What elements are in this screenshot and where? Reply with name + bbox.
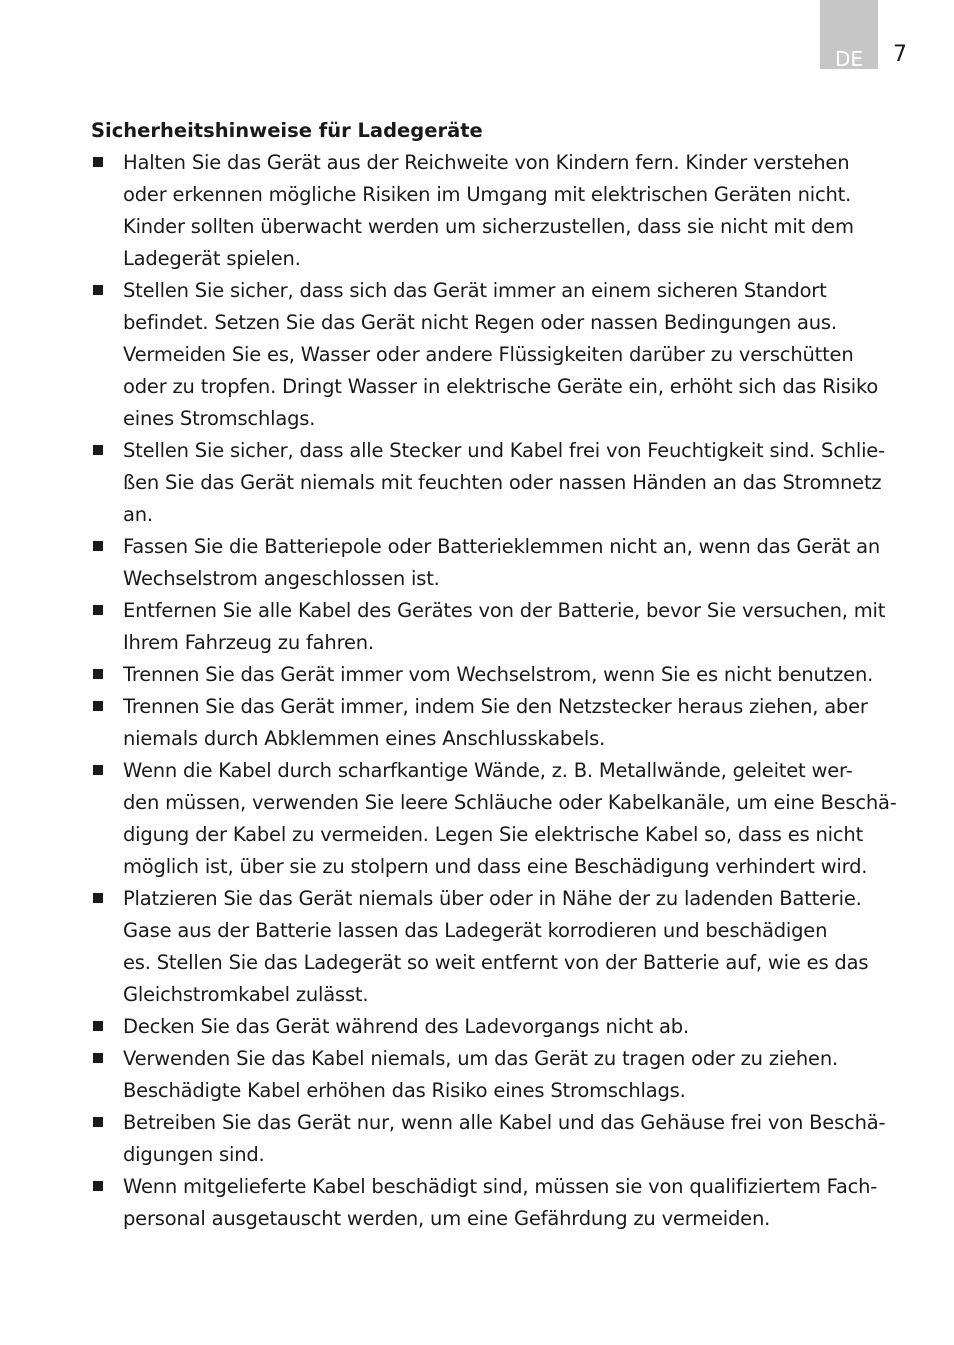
list-item-text-line: oder zu tropfen. Dringt Wasser in elektrische Geräte ein, erhöht sich das Risiko (123, 375, 879, 398)
list-item-text-line: digung der Kabel zu vermeiden. Legen Sie elektrische Kabel so, dass es nicht (123, 823, 864, 846)
bullet-square-icon (93, 1117, 103, 1127)
list-item (91, 1011, 911, 1043)
list-item-text-line: digungen sind. (123, 1143, 265, 1166)
list-item-text-line: Gleichstromkabel zulässt. (123, 983, 369, 1006)
list-item-text-line: an. (123, 503, 153, 526)
list-item-text-line: Entfernen Sie alle Kabel des Gerätes von der Batterie, bevor Sie versuchen, mit (123, 599, 886, 622)
language-tab (820, 0, 878, 69)
safety-instructions-list (91, 147, 911, 1235)
list-item (91, 659, 911, 691)
language-label: DE (834, 47, 864, 71)
list-item-text-line: Beschädigte Kabel erhöhen das Risiko eines Stromschlags. (123, 1079, 686, 1102)
list-item (91, 275, 911, 435)
bullet-square-icon (93, 1021, 103, 1031)
list-item-text-line: möglich ist, über sie zu stolpern und dass eine Beschädigung verhindert wird. (123, 855, 868, 878)
list-item-text-line: Kinder sollten überwacht werden um sicherzustellen, dass sie nicht mit dem (123, 215, 854, 238)
list-item-text-line: Betreiben Sie das Gerät nur, wenn alle Kabel und das Gehäuse frei von Beschä- (123, 1111, 886, 1134)
list-item-text-line: Vermeiden Sie es, Wasser oder andere Flüssigkeiten darüber zu verschütten (123, 343, 854, 366)
list-item (91, 435, 911, 531)
list-item-text-line: Stellen Sie sicher, dass sich das Gerät immer an einem sicheren Standort (123, 279, 827, 302)
list-item-text-line: Verwenden Sie das Kabel niemals, um das Gerät zu tragen oder zu ziehen. (123, 1047, 839, 1070)
list-item-text-line: Trennen Sie das Gerät immer vom Wechselstrom, wenn Sie es nicht benutzen. (123, 663, 874, 686)
bullet-square-icon (93, 701, 103, 711)
list-item (91, 883, 911, 1011)
list-item (91, 595, 911, 659)
list-item-text-line: befindet. Setzen Sie das Gerät nicht Regen oder nassen Bedingungen aus. (123, 311, 837, 334)
list-item-text-line: Fassen Sie die Batteriepole oder Batterieklemmen nicht an, wenn das Gerät an (123, 535, 881, 558)
bullet-square-icon (93, 1181, 103, 1191)
list-item-text-line: Ihrem Fahrzeug zu fahren. (123, 631, 374, 654)
list-item-text-line: oder erkennen mögliche Risiken im Umgang mit elektrischen Geräten nicht. (123, 183, 852, 206)
section-title: Sicherheitshinweise für Ladegeräte (91, 119, 483, 142)
bullet-square-icon (93, 765, 103, 775)
list-item (91, 1171, 911, 1235)
list-item (91, 1043, 911, 1107)
list-item-text-line: Trennen Sie das Gerät immer, indem Sie den Netzstecker heraus ziehen, aber (123, 695, 868, 718)
bullet-square-icon (93, 605, 103, 615)
list-item (91, 755, 911, 883)
list-item-text-line: Wenn die Kabel durch scharfkantige Wände, z. B. Metallwände, geleitet wer- (123, 759, 853, 782)
safety-section (91, 115, 911, 1235)
bullet-square-icon (93, 893, 103, 903)
list-item-text-line: Ladegerät spielen. (123, 247, 301, 270)
list-item (91, 531, 911, 595)
list-item-text-line: Decken Sie das Gerät während des Ladevorgangs nicht ab. (123, 1015, 689, 1038)
list-item-text-line: es. Stellen Sie das Ladegerät so weit entfernt von der Batterie auf, wie es das (123, 951, 869, 974)
bullet-square-icon (93, 541, 103, 551)
bullet-square-icon (93, 445, 103, 455)
bullet-square-icon (93, 1053, 103, 1063)
list-item-text-line: Stellen Sie sicher, dass alle Stecker und Kabel frei von Feuchtigkeit sind. Schlie- (123, 439, 885, 462)
bullet-square-icon (93, 157, 103, 167)
list-item-text-line: personal ausgetauscht werden, um eine Gefährdung zu vermeiden. (123, 1207, 771, 1230)
list-item (91, 147, 911, 275)
bullet-square-icon (93, 285, 103, 295)
list-item-text-line: Wenn mitgelieferte Kabel beschädigt sind, müssen sie von qualifiziertem Fach- (123, 1175, 878, 1198)
list-item-text-line: ßen Sie das Gerät niemals mit feuchten oder nassen Händen an das Stromnetz (123, 471, 882, 494)
list-item-text-line: den müssen, verwenden Sie leere Schläuche oder Kabelkanäle, um eine Beschä- (123, 791, 897, 814)
page-number: 7 (893, 42, 907, 67)
list-item-text-line: eines Stromschlags. (123, 407, 316, 430)
list-item-text-line: Platzieren Sie das Gerät niemals über oder in Nähe der zu ladenden Batterie. (123, 887, 862, 910)
list-item-text-line: niemals durch Abklemmen eines Anschlusskabels. (123, 727, 606, 750)
list-item-text-line: Gase aus der Batterie lassen das Ladegerät korrodieren und beschädigen (123, 919, 828, 942)
bullet-square-icon (93, 669, 103, 679)
list-item-text-line: Halten Sie das Gerät aus der Reichweite von Kindern fern. Kinder verstehen (123, 151, 850, 174)
list-item (91, 1107, 911, 1171)
list-item (91, 691, 911, 755)
list-item-text-line: Wechselstrom angeschlossen ist. (123, 567, 440, 590)
